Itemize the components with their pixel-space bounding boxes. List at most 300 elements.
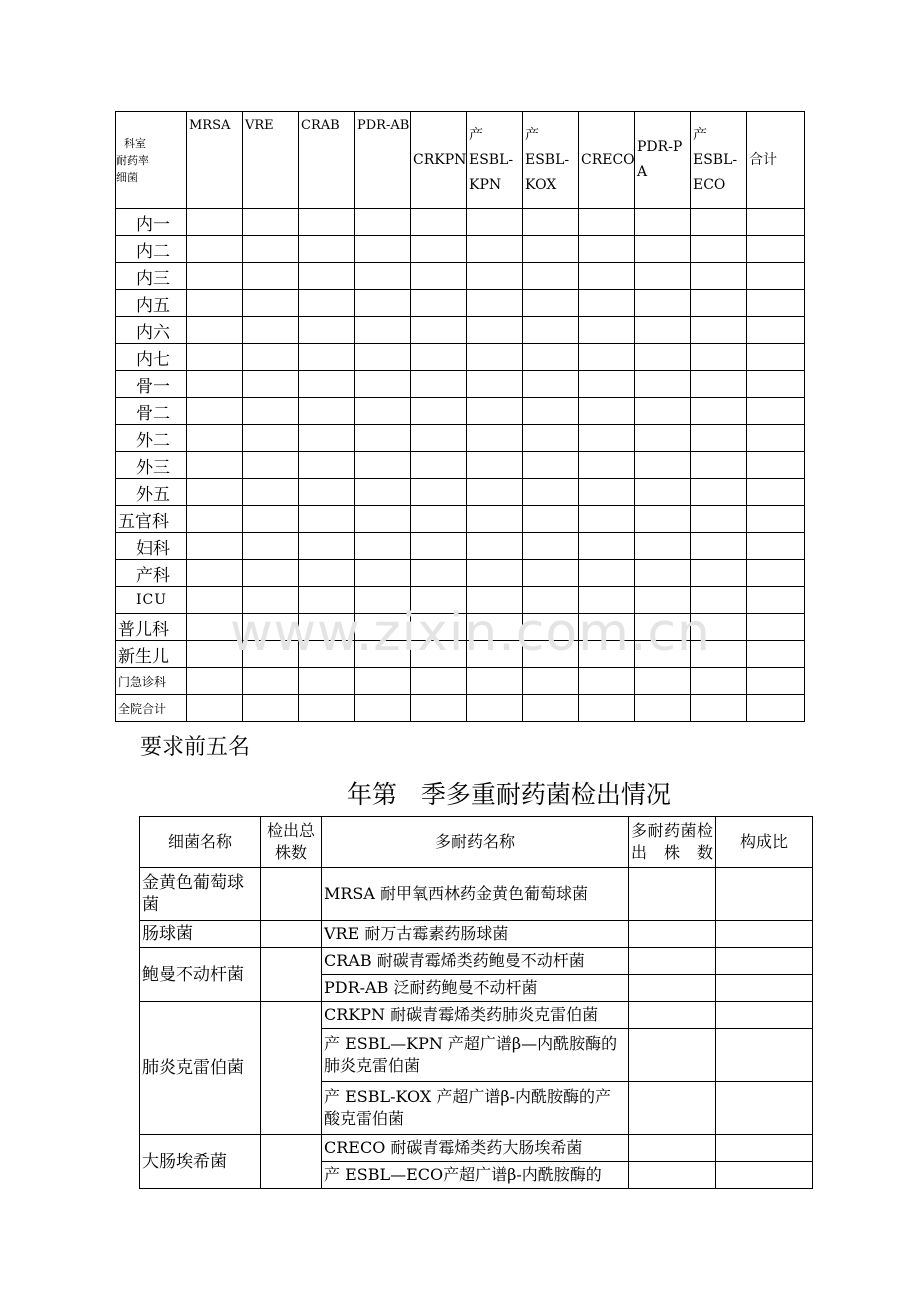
empty-cell — [411, 506, 467, 533]
empty-cell — [355, 344, 411, 371]
department-cell: 普儿科 — [116, 614, 187, 641]
empty-cell — [523, 425, 579, 452]
empty-cell — [299, 668, 355, 695]
bacteria-name-cell: 鲍曼不动杆菌 — [140, 948, 261, 1002]
empty-cell — [411, 236, 467, 263]
empty-cell — [523, 263, 579, 290]
empty-cell — [467, 479, 523, 506]
empty-cell — [411, 263, 467, 290]
empty-cell — [747, 425, 805, 452]
empty-cell — [691, 452, 747, 479]
table-row — [116, 695, 805, 722]
mdr-count-cell — [629, 868, 716, 921]
empty-cell — [355, 452, 411, 479]
table-row — [116, 614, 805, 641]
empty-cell — [635, 290, 691, 317]
column-header: MRSA — [187, 112, 243, 209]
empty-cell — [523, 290, 579, 317]
header-ratio: 构成比 — [716, 817, 813, 868]
empty-cell — [299, 317, 355, 344]
department-cell: 内三 — [116, 263, 187, 290]
empty-cell — [355, 236, 411, 263]
empty-cell — [579, 263, 635, 290]
empty-cell — [747, 452, 805, 479]
empty-cell — [299, 236, 355, 263]
empty-cell — [243, 614, 299, 641]
empty-cell — [299, 290, 355, 317]
empty-cell — [187, 506, 243, 533]
empty-cell — [747, 344, 805, 371]
empty-cell — [299, 263, 355, 290]
empty-cell — [299, 344, 355, 371]
ratio-cell — [716, 921, 813, 948]
empty-cell — [243, 533, 299, 560]
empty-cell — [691, 614, 747, 641]
empty-cell — [691, 668, 747, 695]
empty-cell — [187, 398, 243, 425]
total-count-cell — [261, 868, 322, 921]
empty-cell — [691, 479, 747, 506]
empty-cell — [523, 317, 579, 344]
empty-cell — [523, 479, 579, 506]
empty-cell — [579, 479, 635, 506]
mdr-count-cell — [629, 948, 716, 975]
mdr-detection-table — [139, 816, 813, 1189]
empty-cell — [187, 236, 243, 263]
empty-cell — [467, 425, 523, 452]
department-cell: 内六 — [116, 317, 187, 344]
mdr-name-cell: 产 ESBL—ECO产超广谱β-内酰胺酶的 — [322, 1162, 629, 1189]
empty-cell — [411, 317, 467, 344]
empty-cell — [299, 371, 355, 398]
mdr-count-cell — [629, 1082, 716, 1135]
empty-cell — [355, 614, 411, 641]
empty-cell — [299, 479, 355, 506]
table-row — [116, 560, 805, 587]
empty-cell — [579, 371, 635, 398]
empty-cell — [523, 560, 579, 587]
mdr-name-cell: VRE 耐万古霉素药肠球菌 — [322, 921, 629, 948]
empty-cell — [523, 398, 579, 425]
empty-cell — [635, 668, 691, 695]
empty-cell — [635, 263, 691, 290]
empty-cell — [467, 263, 523, 290]
empty-cell — [355, 479, 411, 506]
table2-header-row — [140, 817, 813, 868]
empty-cell — [299, 533, 355, 560]
empty-cell — [243, 371, 299, 398]
empty-cell — [243, 344, 299, 371]
empty-cell — [243, 209, 299, 236]
bacteria-name-cell: 肺炎克雷伯菌 — [140, 1002, 261, 1135]
empty-cell — [635, 425, 691, 452]
header-bacteria-name: 细菌名称 — [140, 817, 261, 868]
empty-cell — [411, 479, 467, 506]
empty-cell — [467, 641, 523, 668]
empty-cell — [187, 209, 243, 236]
empty-cell — [523, 236, 579, 263]
department-cell: 外二 — [116, 425, 187, 452]
empty-cell — [243, 587, 299, 614]
empty-cell — [299, 425, 355, 452]
empty-cell — [243, 236, 299, 263]
mdr-name-cell: CRKPN 耐碳青霉烯类药肺炎克雷伯菌 — [322, 1002, 629, 1029]
empty-cell — [187, 263, 243, 290]
empty-cell — [411, 533, 467, 560]
empty-cell — [635, 614, 691, 641]
watermark: www.zixin.com.cn — [230, 603, 711, 663]
empty-cell — [243, 290, 299, 317]
empty-cell — [187, 479, 243, 506]
empty-cell — [355, 263, 411, 290]
empty-cell — [579, 344, 635, 371]
empty-cell — [691, 317, 747, 344]
mdr-name-cell: MRSA 耐甲氧西林药金黄色葡萄球菌 — [322, 868, 629, 921]
department-cell: 五官科 — [116, 506, 187, 533]
table-row — [116, 371, 805, 398]
empty-cell — [747, 668, 805, 695]
empty-cell — [411, 371, 467, 398]
empty-cell — [467, 506, 523, 533]
table-row — [116, 317, 805, 344]
empty-cell — [747, 533, 805, 560]
mdr-name-cell: 产 ESBL-KOX 产超广谱β-内酰胺酶的产酸克雷伯菌 — [322, 1082, 629, 1135]
column-header: 合计 — [747, 112, 805, 209]
empty-cell — [187, 425, 243, 452]
empty-cell — [635, 452, 691, 479]
empty-cell — [355, 641, 411, 668]
table-row — [116, 587, 805, 614]
empty-cell — [243, 695, 299, 722]
department-cell: 骨二 — [116, 398, 187, 425]
empty-cell — [299, 452, 355, 479]
empty-cell — [411, 452, 467, 479]
empty-cell — [691, 344, 747, 371]
empty-cell — [187, 641, 243, 668]
empty-cell — [747, 587, 805, 614]
department-cell: ICU — [116, 587, 187, 614]
empty-cell — [691, 533, 747, 560]
empty-cell — [747, 641, 805, 668]
table-row — [116, 533, 805, 560]
column-header: PDR-P A — [635, 112, 691, 209]
mdr-name-cell: PDR-AB 泛耐药鲍曼不动杆菌 — [322, 975, 629, 1002]
empty-cell — [243, 560, 299, 587]
empty-cell — [187, 668, 243, 695]
table1-header-row — [116, 112, 805, 209]
empty-cell — [579, 317, 635, 344]
empty-cell — [355, 317, 411, 344]
total-count-cell — [261, 1002, 322, 1135]
empty-cell — [243, 263, 299, 290]
table-row — [140, 921, 813, 948]
total-count-cell — [261, 1135, 322, 1189]
column-header: 产 ESBL- ECO — [691, 112, 747, 209]
empty-cell — [467, 209, 523, 236]
department-cell: 内一 — [116, 209, 187, 236]
empty-cell — [299, 587, 355, 614]
empty-cell — [187, 290, 243, 317]
empty-cell — [579, 668, 635, 695]
empty-cell — [243, 317, 299, 344]
empty-cell — [467, 371, 523, 398]
empty-cell — [635, 587, 691, 614]
mdr-name-cell: CRECO 耐碳青霉烯类药大肠埃希菌 — [322, 1135, 629, 1162]
empty-cell — [467, 317, 523, 344]
mdr-count-cell — [629, 1002, 716, 1029]
header-total-count: 检出总株数 — [261, 817, 322, 868]
empty-cell — [635, 344, 691, 371]
empty-cell — [187, 371, 243, 398]
empty-cell — [635, 533, 691, 560]
empty-cell — [691, 506, 747, 533]
corner-label: 科室 — [124, 136, 146, 150]
empty-cell — [411, 290, 467, 317]
ratio-cell — [716, 948, 813, 975]
empty-cell — [747, 506, 805, 533]
empty-cell — [747, 209, 805, 236]
empty-cell — [355, 560, 411, 587]
empty-cell — [243, 668, 299, 695]
empty-cell — [187, 317, 243, 344]
empty-cell — [355, 587, 411, 614]
table-row — [140, 868, 813, 921]
column-header: CRAB — [299, 112, 355, 209]
empty-cell — [747, 263, 805, 290]
empty-cell — [467, 452, 523, 479]
empty-cell — [299, 560, 355, 587]
empty-cell — [243, 506, 299, 533]
empty-cell — [747, 371, 805, 398]
empty-cell — [691, 398, 747, 425]
empty-cell — [467, 695, 523, 722]
corner-label: 细菌 — [116, 170, 138, 184]
empty-cell — [635, 317, 691, 344]
empty-cell — [355, 209, 411, 236]
empty-cell — [355, 398, 411, 425]
department-cell: 骨一 — [116, 371, 187, 398]
empty-cell — [635, 209, 691, 236]
empty-cell — [355, 371, 411, 398]
header-mdr-count: 多耐药菌检出株数 — [629, 817, 716, 868]
empty-cell — [411, 560, 467, 587]
empty-cell — [187, 560, 243, 587]
empty-cell — [635, 560, 691, 587]
ratio-cell — [716, 1002, 813, 1029]
empty-cell — [579, 560, 635, 587]
empty-cell — [355, 425, 411, 452]
empty-cell — [411, 668, 467, 695]
table2-title: 年第 季多重耐药菌检出情况 — [347, 780, 671, 809]
department-cell: 内七 — [116, 344, 187, 371]
empty-cell — [523, 452, 579, 479]
empty-cell — [635, 479, 691, 506]
empty-cell — [467, 344, 523, 371]
ratio-cell — [716, 1162, 813, 1189]
empty-cell — [635, 641, 691, 668]
bacteria-name-cell: 金黄色葡萄球菌 — [140, 868, 261, 921]
empty-cell — [355, 668, 411, 695]
empty-cell — [523, 695, 579, 722]
column-header: 产 ESBL- KPN — [467, 112, 523, 209]
table-row — [116, 398, 805, 425]
empty-cell — [579, 425, 635, 452]
empty-cell — [299, 398, 355, 425]
empty-cell — [299, 641, 355, 668]
mdr-count-cell — [629, 1029, 716, 1082]
empty-cell — [747, 695, 805, 722]
empty-cell — [467, 587, 523, 614]
empty-cell — [691, 263, 747, 290]
empty-cell — [635, 371, 691, 398]
empty-cell — [579, 695, 635, 722]
department-cell: 门急诊科 — [116, 668, 187, 695]
empty-cell — [691, 641, 747, 668]
table-row — [116, 263, 805, 290]
empty-cell — [411, 425, 467, 452]
header-mdr-name: 多耐药名称 — [322, 817, 629, 868]
empty-cell — [187, 587, 243, 614]
empty-cell — [411, 641, 467, 668]
table-row — [116, 452, 805, 479]
empty-cell — [299, 695, 355, 722]
empty-cell — [467, 290, 523, 317]
column-header: PDR-AB — [355, 112, 411, 209]
empty-cell — [299, 506, 355, 533]
empty-cell — [411, 587, 467, 614]
empty-cell — [579, 587, 635, 614]
mdr-count-cell — [629, 975, 716, 1002]
empty-cell — [579, 398, 635, 425]
empty-cell — [747, 317, 805, 344]
empty-cell — [747, 614, 805, 641]
empty-cell — [523, 371, 579, 398]
empty-cell — [411, 695, 467, 722]
corner-header-cell — [116, 112, 187, 209]
empty-cell — [691, 290, 747, 317]
column-header: 产 ESBL- KOX — [523, 112, 579, 209]
empty-cell — [635, 236, 691, 263]
total-count-cell — [261, 948, 322, 1002]
empty-cell — [579, 533, 635, 560]
department-cell: 妇科 — [116, 533, 187, 560]
empty-cell — [579, 236, 635, 263]
empty-cell — [579, 641, 635, 668]
empty-cell — [523, 668, 579, 695]
empty-cell — [355, 506, 411, 533]
empty-cell — [467, 668, 523, 695]
bacteria-name-cell: 肠球菌 — [140, 921, 261, 948]
empty-cell — [691, 236, 747, 263]
total-count-cell — [261, 921, 322, 948]
mdr-name-cell: CRAB 耐碳青霉烯类药鲍曼不动杆菌 — [322, 948, 629, 975]
empty-cell — [299, 614, 355, 641]
empty-cell — [691, 587, 747, 614]
mdr-count-cell — [629, 1135, 716, 1162]
empty-cell — [579, 209, 635, 236]
resistance-rate-table — [115, 111, 805, 722]
mdr-count-cell — [629, 921, 716, 948]
table-row — [116, 236, 805, 263]
empty-cell — [523, 641, 579, 668]
table-row — [140, 1002, 813, 1029]
empty-cell — [635, 695, 691, 722]
empty-cell — [523, 533, 579, 560]
table-row — [140, 948, 813, 975]
department-cell: 内二 — [116, 236, 187, 263]
empty-cell — [579, 506, 635, 533]
empty-cell — [187, 344, 243, 371]
empty-cell — [187, 614, 243, 641]
empty-cell — [579, 614, 635, 641]
empty-cell — [243, 425, 299, 452]
empty-cell — [411, 614, 467, 641]
empty-cell — [691, 695, 747, 722]
empty-cell — [411, 398, 467, 425]
empty-cell — [523, 344, 579, 371]
ratio-cell — [716, 975, 813, 1002]
department-cell: 新生儿 — [116, 641, 187, 668]
empty-cell — [467, 533, 523, 560]
empty-cell — [691, 425, 747, 452]
empty-cell — [411, 344, 467, 371]
empty-cell — [187, 452, 243, 479]
empty-cell — [523, 209, 579, 236]
table-row — [116, 209, 805, 236]
mdr-count-cell — [629, 1162, 716, 1189]
table-row — [116, 641, 805, 668]
empty-cell — [299, 209, 355, 236]
table-row — [116, 668, 805, 695]
note-top-five: 要求前五名 — [140, 735, 251, 760]
table-row — [116, 425, 805, 452]
department-cell: 内五 — [116, 290, 187, 317]
mdr-name-cell: 产 ESBL—KPN 产超广谱β—内酰胺酶的肺炎克雷伯菌 — [322, 1029, 629, 1082]
empty-cell — [243, 452, 299, 479]
empty-cell — [467, 560, 523, 587]
table-row — [116, 479, 805, 506]
bacteria-name-cell: 大肠埃希菌 — [140, 1135, 261, 1189]
empty-cell — [243, 398, 299, 425]
empty-cell — [747, 398, 805, 425]
department-cell: 外三 — [116, 452, 187, 479]
department-cell: 外五 — [116, 479, 187, 506]
empty-cell — [635, 398, 691, 425]
ratio-cell — [716, 1082, 813, 1135]
ratio-cell — [716, 868, 813, 921]
empty-cell — [691, 560, 747, 587]
column-header: VRE — [243, 112, 299, 209]
empty-cell — [579, 452, 635, 479]
empty-cell — [467, 398, 523, 425]
department-cell: 全院合计 — [116, 695, 187, 722]
empty-cell — [747, 479, 805, 506]
empty-cell — [243, 641, 299, 668]
empty-cell — [467, 236, 523, 263]
empty-cell — [747, 290, 805, 317]
ratio-cell — [716, 1029, 813, 1082]
empty-cell — [523, 587, 579, 614]
table-row — [140, 1135, 813, 1162]
empty-cell — [523, 614, 579, 641]
empty-cell — [187, 695, 243, 722]
column-header: CRECO — [579, 112, 635, 209]
corner-label: 耐药率 — [116, 153, 149, 167]
empty-cell — [355, 695, 411, 722]
empty-cell — [187, 533, 243, 560]
empty-cell — [579, 290, 635, 317]
column-header: CRKPN — [411, 112, 467, 209]
